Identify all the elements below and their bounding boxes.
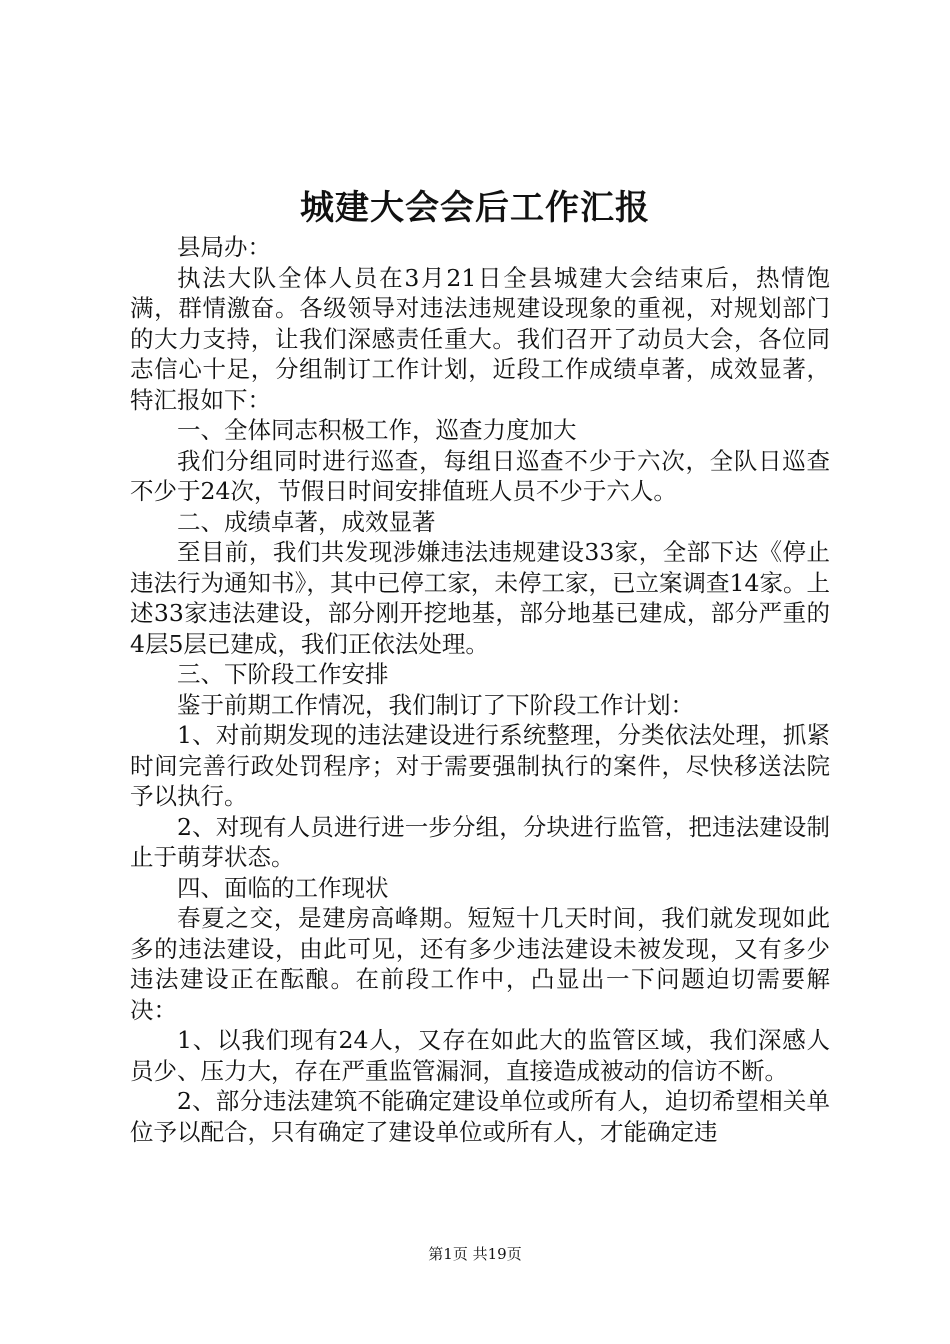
paragraph-plan-item-2: 2、对现有人员进行进一步分组，分块进行监管，把违法建设制止于萌芽状态。 bbox=[130, 812, 830, 871]
document-title: 城建大会会后工作汇报 bbox=[300, 188, 650, 228]
paragraph-results: 至目前，我们共发现涉嫌违法违规建设33家，全部下达《停止违法行为通知书》，其中已停工家，未停工家，已立案调查14家。上述33家违法建设，部分刚开挖地基，部分地基已建成，部分严重的4层5层已建成，我们正依法处理。 bbox=[130, 538, 830, 658]
section-heading-3: 三、下阶段工作安排 bbox=[177, 660, 389, 688]
section-heading-1: 一、全体同志积极工作，巡查力度加大 bbox=[177, 416, 577, 444]
salutation: 县局办： bbox=[177, 233, 271, 261]
paragraph-issue-1: 1、以我们现有24人，又存在如此大的监管区域，我们深感人员少、压力大，存在严重监管漏洞，直接造成被动的信访不断。 bbox=[130, 1026, 830, 1085]
paragraph-intro: 执法大队全体人员在3月21日全县城建大会结束后，热情饱满，群情激奋。各级领导对违法违规建设现象的重视，对规划部门的大力支持，让我们深感责任重大。我们召开了动员大会，各位同志信心十足，分组制订工作计划，近段工作成绩卓著，成效显著，特汇报如下： bbox=[130, 263, 830, 414]
paragraph-issue-2: 2、部分违法建筑不能确定建设单位或所有人，迫切希望相关单位予以配合，只有确定了建设单位或所有人，才能确定违 bbox=[130, 1087, 830, 1146]
section-heading-4: 四、面临的工作现状 bbox=[177, 873, 389, 902]
paragraph-plan-intro: 鉴于前期工作情况，我们制订了下阶段工作计划： bbox=[177, 690, 694, 719]
section-heading-2: 二、成绩卓著，成效显著 bbox=[177, 507, 436, 536]
document-body bbox=[130, 232, 830, 1147]
paragraph-situation: 春夏之交，是建房高峰期。短短十几天时间，我们就发现如此多的违法建设，由此可见，还有多少违法建设未被发现，又有多少违法建设正在酝酿。在前段工作中，凸显出一下问题迫切需要解决： bbox=[130, 904, 830, 1024]
page-number-footer: 第1页 共19页 bbox=[428, 1245, 522, 1263]
paragraph-plan-item-1: 1、对前期发现的违法建设进行系统整理，分类依法处理，抓紧时间完善行政处罚程序；对于需要强制执行的案件，尽快移送法院予以执行。 bbox=[130, 721, 830, 810]
paragraph-patrol: 我们分组同时进行巡查，每组日巡查不少于六次，全队日巡查不少于24次，节假日时间安排值班人员不少于六人。 bbox=[130, 446, 830, 505]
